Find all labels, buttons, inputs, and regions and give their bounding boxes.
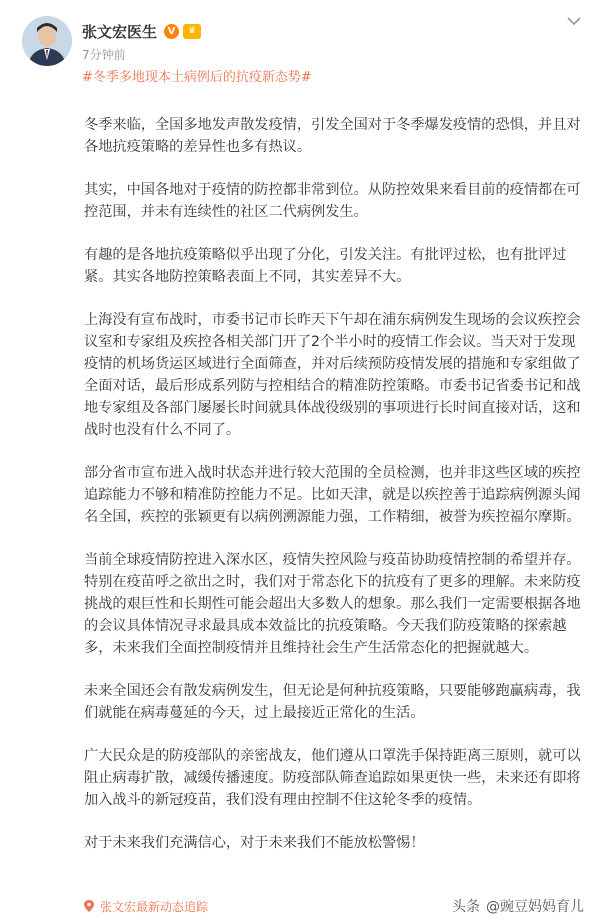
chevron-down-icon[interactable] [566, 15, 582, 27]
post-paragraph: 当前全球疫情防控进入深水区，疫情失控风险与疫苗协助疫情控制的希望并存。特别在疫苗呼之欲出之时，我们对于常态化下的抗疫有了更多的理解。未来防疫挑战的艰巨性和长期性可能会超出大多数人的想象。那么我们一定需要根据各地的会议具体情况寻求最具成本效益比的抗疫策略。今天我们防疫策略的探索越多，未来我们全面控制疫情并且维持社会生产生活常态化的把握就越大。 [84, 552, 581, 656]
post-time[interactable]: 7分钟前 [82, 48, 126, 62]
post-paragraph: 上海没有宣布战时，市委书记市长昨天下午却在浦东病例发生现场的会议疾控会议室和专家组及疾控各相关部门开了2个半小时的疫情工作会议。当天对于发现疫情的机场货运区域进行全面筛查，并对后续预防疫情发展的措施和专家组做了全面对话，最后形成系列防与控相结合的精准防控策略。市委书记省委书记和战地专家组及各部门屡屡长时间就具体战役级别的事项进行长时间直接对话，这和战时也没有什么不同了。 [84, 312, 581, 438]
post-body [84, 114, 584, 875]
topic-hashtag-link[interactable]: #冬季多地现本土病例后的抗疫新态势# [82, 70, 312, 85]
source-label: 张文宏最新动态追踪 [100, 899, 209, 914]
post-paragraph: 其实，中国各地对于疫情的防控都非常到位。从防控效果来看目前的疫情都在可控范围，并未有连续性的社区二代病例发生。 [84, 182, 581, 220]
watermark-account: @豌豆妈妈育儿 [486, 899, 584, 915]
post-paragraph: 部分省市宣布进入战时状态并进行较大范围的全员检测，也并非这些区域的疾控追踪能力不够和精准防控能力不足。比如天津，就是以疾控善于追踪病例源头闻名全国，疾控的张颖更有以病例溯源能力强，工作精细，被誉为疾控福尔摩斯。 [84, 465, 581, 525]
watermark [452, 894, 584, 918]
location-pin-icon [84, 900, 94, 912]
watermark-platform: 头条 [452, 899, 480, 915]
source-link[interactable] [84, 896, 208, 916]
author-avatar[interactable] [22, 16, 72, 66]
member-crown-icon[interactable]: ♛ [183, 24, 201, 39]
post-header [0, 0, 598, 90]
post-paragraph: 未来全国还会有散发病例发生，但无论是何种抗疫策略，只要能够跑赢病毒，我们就能在病毒蔓延的今天，过上最接近正常化的生活。 [84, 683, 581, 721]
avatar-portrait [22, 16, 72, 66]
post-paragraph: 有趣的是各地抗疫策略似乎出现了分化，引发关注。有批评过松，也有批评过紧。其实各地防控策略表面上不同，其实差异不大。 [84, 247, 567, 285]
post-paragraph: 广大民众是的防疫部队的亲密战友，他们遵从口罩洗手保持距离三原则，就可以阻止病毒扩散，减缓传播速度。防疫部队筛查追踪如果更快一些，未来还有即将加入战斗的新冠疫苗，我们没有理由控制不住这轮冬季的疫情。 [84, 748, 581, 808]
author-row [82, 20, 201, 42]
verified-icon: V [164, 24, 179, 39]
post-paragraph: 冬季来临，全国多地发声散发疫情，引发全国对于冬季爆发疫情的恐惧，并且对各地抗疫策略的差异性也多有热议。 [84, 117, 581, 155]
author-name[interactable]: 张文宏医生 [82, 22, 158, 41]
post-paragraph: 对于未来我们充满信心，对于未来我们不能放松警惕！ [84, 835, 425, 851]
